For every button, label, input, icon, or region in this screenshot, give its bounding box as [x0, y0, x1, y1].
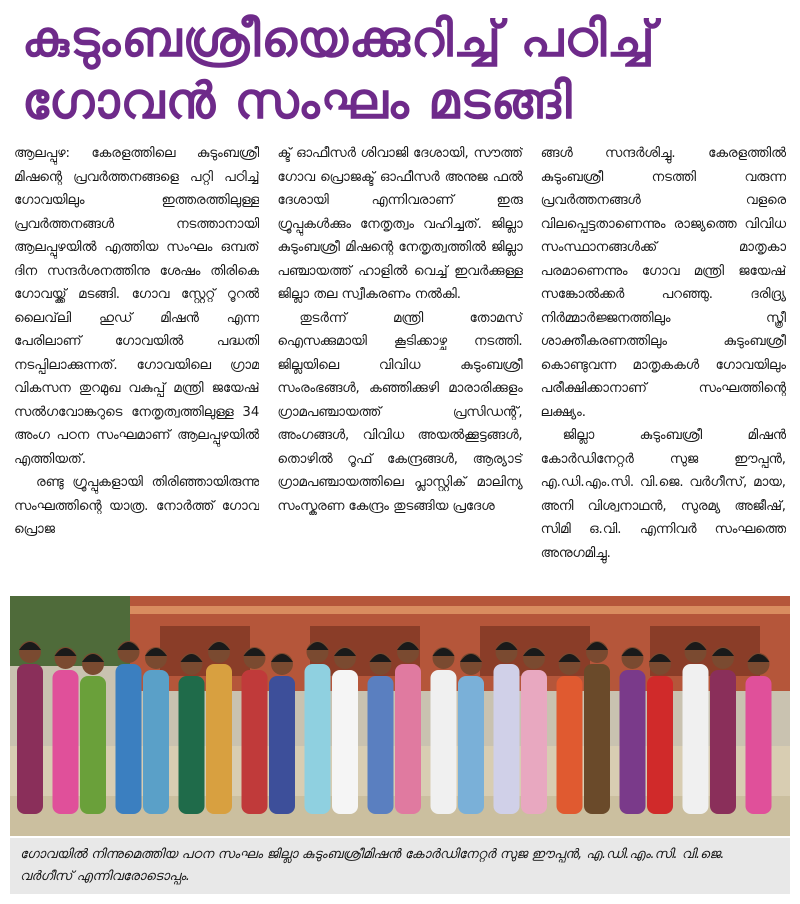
person-figure: [494, 664, 520, 814]
headline-line-2: ഗോവന്‍ സംഘം മടങ്ങി: [22, 72, 573, 130]
article-column-1: [14, 142, 259, 584]
person-figure: [53, 670, 79, 814]
person-figure: [647, 676, 673, 814]
group-photo: [10, 596, 790, 836]
person-figure: [80, 676, 106, 814]
person-figure: [584, 664, 610, 814]
person-figure: [431, 670, 457, 814]
article-paragraph: തുടര്‍ന്ന് മന്ത്രി തോമസ് ഐസക്കുമായി കൂടിക്കാഴ്ച നടത്തി. ജില്ലയിലെ വിവിധ കുടുംബശ്രീ സംരംഭങ്ങള്‍, കഞ്ഞിക്കുഴി മാരാരിക്കുളം ഗ്രാമപഞ്ചായത്ത് പ്രസിഡന്റ്, അംഗങ്ങള്‍, വിവിധ അയല്‍ക്കൂട്ടങ്ങള്‍, തൊഴില്‍ റൂഫ് കേന്ദ്രങ്ങള്‍, ആര്യാട് ഗ്രാമപഞ്ചായത്തിലെ പ്ലാസ്റ്റിക് മാലിന്യ സംസ്കരണ കേന്ദ്രം തുടങ്ങിയ പ്രദേശ: [277, 310, 523, 514]
person-figure: [710, 670, 736, 814]
person-figure: [458, 676, 484, 814]
person-figure: [269, 676, 295, 814]
article-paragraph: രണ്ടു ഗ്രൂപ്പുകളായി തിരിഞ്ഞായിരുന്നു സംഘത്തിന്റെ യാത്ര. നോര്‍ത്ത് ഗോവ പ്രൊജ: [14, 475, 260, 537]
article-paragraph: ആലപ്പുഴ: കേരളത്തിലെ കുടുംബശ്രീ മിഷന്റെ പ്രവര്‍ത്തനങ്ങളെ പറ്റി പഠിച്ച് ഗോവയിലും ഇത്തരത്തിലുള്ള പ്രവര്‍ത്തനങ്ങള്‍ നടത്താനായി ആലപ്പുഴയില്‍ എത്തിയ സംഘം ഒമ്പത് ദിന സന്ദര്‍ശനത്തിനു ശേഷം തിരികെ ഗോവയ്ക്ക് മടങ്ങി. ഗോവ സ്റ്റേറ്റ് റൂറല്‍ ലൈവ്‌ലി ഹുഡ് മിഷന്‍ എന്ന പേരിലാണ് ഗോവയില്‍ പദ്ധതി നടപ്പിലാക്കുന്നത്. ഗോവയിലെ ഗ്രാമ വികസന തുറമുഖ വകുപ്പ് മന്ത്രി ജയേഷ് സല്‍ഗവോങ്കറുടെ നേതൃത്വത്തിലുള്ള 34 അംഗ പഠന സംഘമാണ് ആലപ്പുഴയില്‍ എത്തിയത്.: [14, 146, 260, 467]
person-figure: [395, 664, 421, 814]
photo-caption: ഗോവയില്‍ നിന്നുമെത്തിയ പഠന സംഘം ജില്ലാ കുടുംബശ്രീമിഷന്‍ കോര്‍ഡിനേറ്റര്‍ സുജ ഈപ്പന്‍, എ.ഡി.എം.സി. വി.ജെ. വര്‍ഗീസ് എന്നിവരോടൊപ്പം.: [10, 838, 790, 894]
person-figure: [557, 676, 583, 814]
person-figure: [368, 676, 394, 814]
person-figure: [746, 676, 772, 814]
headline-line-1: കുടുംബശ്രീയെക്കുറിച്ച് പഠിച്ച്: [22, 10, 656, 68]
article-paragraph: ക്ട് ഓഫീസര്‍ ശിവാജി ദേശായി, സൗത്ത് ഗോവ പ്രൊജക്ട് ഓഫീസര്‍ അനുജ ഫല്‍ ദേശായി എന്നിവരാണ് ഇരു ഗ്രൂപ്പുകള്‍ക്കും നേതൃത്വം വഹിച്ചത്. ജില്ലാ കുടുംബശ്രീ മിഷന്റെ നേതൃത്വത്തില്‍ ജില്ലാ പഞ്ചായത്ത് ഹാളില്‍ വെച്ച് ഇവര്‍ക്കുള്ള ജില്ലാ തല സ്വീകരണം നല്‍കി.: [277, 146, 523, 302]
article-paragraph: ജില്ലാ കുടുംബശ്രീ മിഷന്‍ കോര്‍ഡിനേറ്റര്‍ സുജ ഈപ്പന്‍, എ.ഡി.എം.സി. വി.ജെ. വര്‍ഗീസ്, മായ, അനി വിശ്വനാഥന്‍, സുരമ്യ അജീഷ്, സിമി ഒ.വി. എന്നിവര്‍ സംഘത്തെ അനുഗമിച്ചു.: [540, 428, 786, 561]
person-figure: [242, 670, 268, 814]
person-figure: [17, 664, 43, 814]
group-photo-illustration: [10, 596, 790, 836]
person-figure: [206, 664, 232, 814]
article-column-2: [277, 142, 522, 584]
person-figure: [332, 670, 358, 814]
person-figure: [305, 664, 331, 814]
person-figure: [521, 670, 547, 814]
person-figure: [143, 670, 169, 814]
person-figure: [179, 676, 205, 814]
person-figure: [116, 664, 142, 814]
person-figure: [620, 670, 646, 814]
article-body: [14, 142, 786, 584]
article-column-3: [541, 142, 786, 584]
article-paragraph: ങ്ങള്‍ സന്ദര്‍ശിച്ചു. കേരളത്തില്‍ കുടുംബശ്രീ നടത്തി വരുന്ന പ്രവര്‍ത്തനങ്ങള്‍ വളരെ വിലപ്പെട്ടതാണെന്നും രാജ്യത്തെ വിവിധ സംസ്ഥാനങ്ങള്‍ക്ക് മാതൃകാ പരമാണെന്നും ഗോവ മന്ത്രി ജയേഷ് സങ്കോല്‍ക്കര്‍ പറഞ്ഞു. ദരിദ്ര്യ നിര്‍മ്മാര്‍ജ്ജനത്തിലും സ്ത്രീ ശാക്തീകരണത്തിലും കുടുംബശ്രീ കൊണ്ടുവന്ന മാതൃകകള്‍ ഗോവയിലും പരീക്ഷിക്കാനാണ് സംഘത്തിന്റെ ലക്ഷ്യം.: [540, 146, 786, 420]
person-figure: [683, 664, 709, 814]
headline: [0, 0, 800, 138]
